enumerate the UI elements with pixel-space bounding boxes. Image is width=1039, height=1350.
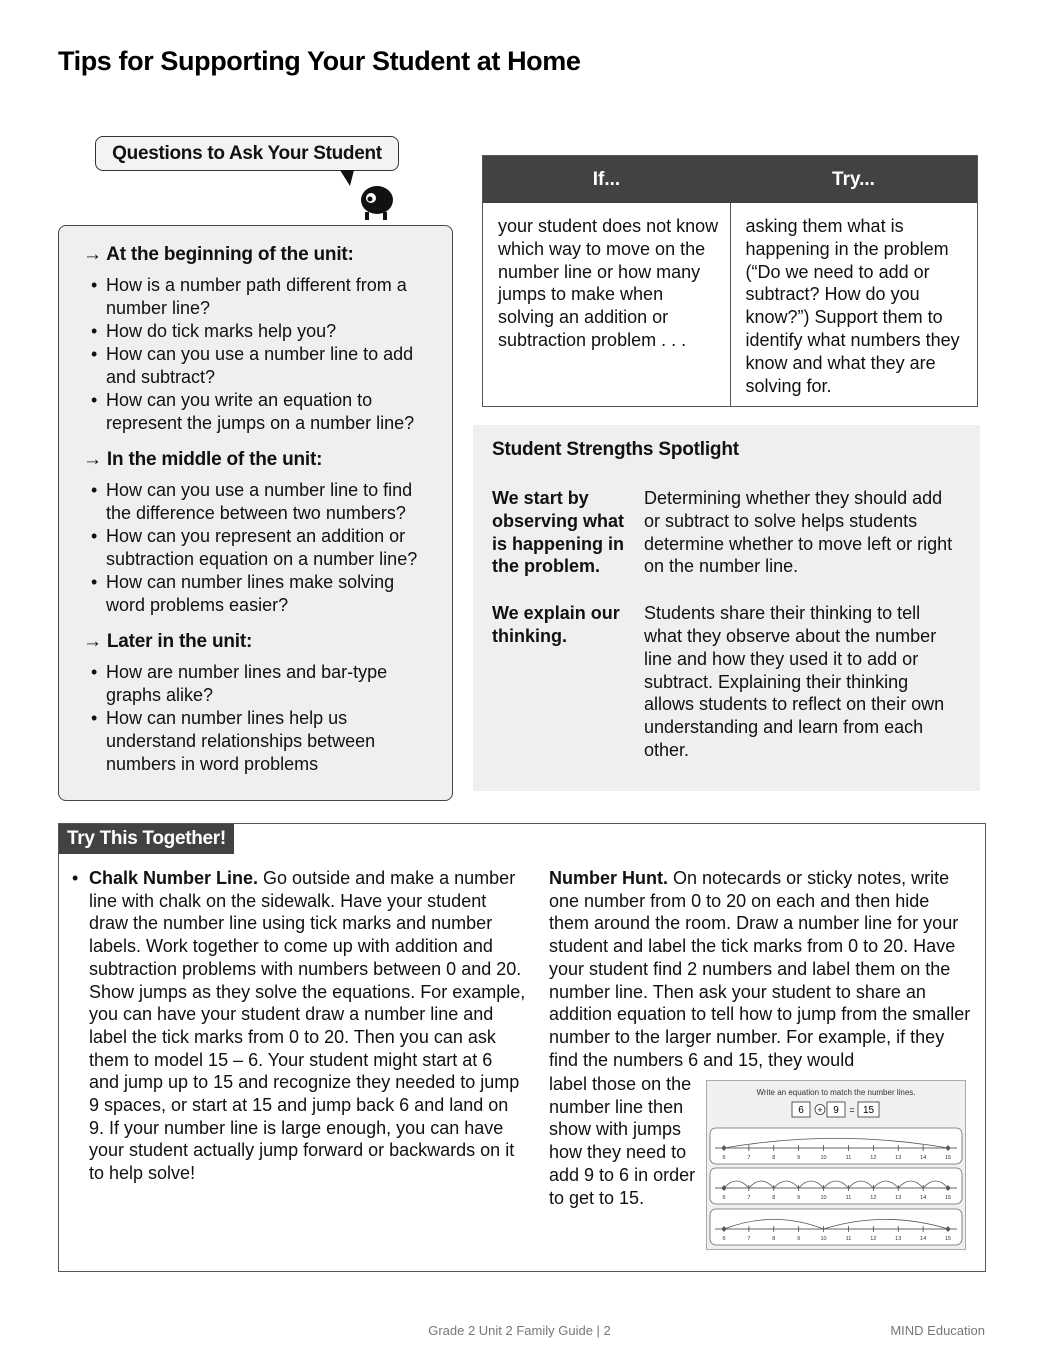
strengths-spotlight xyxy=(473,425,980,791)
tick-label: 7 xyxy=(747,1195,751,1201)
list-item: • How are number lines and bar-type graphs alike? xyxy=(83,661,438,707)
list-item: • How do tick marks help you? xyxy=(83,320,438,343)
list-item: • How can you write an equation to represent the jumps on a number line? xyxy=(83,389,438,435)
hunt-title: Number Hunt. xyxy=(549,868,668,888)
tick-label: 7 xyxy=(747,1236,751,1242)
point-marker xyxy=(946,1186,950,1190)
hunt-activity xyxy=(549,867,974,1071)
spotlight-row xyxy=(492,602,962,762)
chalk-text: Go outside and make a number line with chalk on the sidewalk. Have your student draw the number line using tick marks and number labels. Work together to come up with addition and subtraction problems with numbers between 0 and 20. Show jumps as they solve the equations. For example, you can have your student draw a number line and label the tick marks from 0 to 20. Then you can ask them to model 15 – 6. Your student might start at 6 and jump up to 15 and recognize they needed to jump 9 spaces, or start at 15 and jump back 6 and land on 9. If your number line is large enough, you can have your student actually jump forward or backwards on it to help solve! xyxy=(89,868,526,1184)
eq-op: + xyxy=(817,1105,823,1115)
try-together-label: Try This Together! xyxy=(59,824,234,854)
point-marker xyxy=(946,1146,950,1150)
tick-label: 14 xyxy=(920,1236,927,1242)
tick-label: 13 xyxy=(895,1195,902,1201)
chalk-activity xyxy=(72,867,527,1185)
tick-label: 8 xyxy=(772,1236,776,1242)
tick-label: 10 xyxy=(820,1236,827,1242)
table-row xyxy=(483,203,977,406)
tick-label: 9 xyxy=(797,1236,801,1242)
spotlight-value: Determining whether they should add or subtract to solve helps students determine whether to move left or right on the number line. xyxy=(644,488,953,577)
section-heading: → In the middle of the unit: xyxy=(83,449,323,470)
tick-label: 8 xyxy=(772,1195,776,1201)
tick-label: 15 xyxy=(944,1195,952,1201)
mascot-icon xyxy=(355,182,397,222)
if-try-table xyxy=(482,155,978,407)
footer-center: Grade 2 Unit 2 Family Guide | 2 xyxy=(428,1323,611,1338)
point-marker xyxy=(722,1146,726,1150)
tick-label: 6 xyxy=(722,1236,726,1242)
tick-label: 10 xyxy=(820,1195,827,1201)
try-cell: asking them what is happening in the problem (“Do we need to add or subtract? How do you know?”) Support them to identify what numbers they know and what they are solving for. xyxy=(730,203,978,406)
bullet: • xyxy=(72,868,79,888)
section-heading: → At the beginning of the unit: xyxy=(83,244,354,265)
footer-brand: MIND Education xyxy=(890,1323,985,1338)
questions-panel xyxy=(58,225,453,801)
tick-label: 11 xyxy=(845,1155,852,1161)
questions-label: Questions to Ask Your Student xyxy=(95,136,399,171)
chalk-title: Chalk Number Line. xyxy=(89,868,259,888)
tick-label: 14 xyxy=(920,1195,927,1201)
tick-label: 6 xyxy=(722,1195,726,1201)
tick-label: 9 xyxy=(797,1155,801,1161)
figure-instruction: Write an equation to match the number lines. xyxy=(756,1088,916,1097)
point-marker xyxy=(722,1227,726,1231)
if-header: If... xyxy=(592,168,621,190)
list-item: • How can you represent an addition or subtraction equation on a number line? xyxy=(83,525,438,571)
hunt-text: On notecards or sticky notes, write one number from 0 to 20 on each and then hide them around the room. Draw a number line for your student and label the tick marks from 0 to 20. Have your student find 2 numbers and label them on the number line. Then ask your student to share an addition equation to tell how to jump from the smaller number to the larger number. For example, if they find the numbers 6 and 15, they would xyxy=(549,868,971,1070)
tick-label: 13 xyxy=(895,1155,902,1161)
tick-label: 6 xyxy=(722,1155,726,1161)
tick-label: 7 xyxy=(747,1155,751,1161)
spotlight-key: We start by observing what is happening in the problem. xyxy=(492,488,625,577)
table-header xyxy=(483,156,977,203)
question-list xyxy=(83,661,438,776)
point-marker xyxy=(722,1186,726,1190)
tick-label: 10 xyxy=(820,1155,827,1161)
try-header: Try... xyxy=(832,168,875,190)
tick-label: 15 xyxy=(944,1155,952,1161)
hunt-activity-cont: label those on the number line then show with jumps how they need to add 9 to 6 in order to get to 15. xyxy=(549,1074,696,1208)
list-item: • How can you use a number line to add and subtract? xyxy=(83,343,438,389)
spotlight-title: Student Strengths Spotlight xyxy=(492,439,739,460)
list-item: • How can number lines help us understand relationships between numbers in word problems xyxy=(83,707,438,776)
eq-equals: = xyxy=(849,1105,855,1115)
tick-label: 11 xyxy=(845,1195,852,1201)
number-line-figure xyxy=(706,1080,966,1250)
list-item: • How is a number path different from a number line? xyxy=(83,274,438,320)
spotlight-row xyxy=(492,487,962,578)
question-list xyxy=(83,479,438,617)
tick-label: 12 xyxy=(870,1236,877,1242)
number-line-svg xyxy=(707,1081,965,1249)
eq-b: 9 xyxy=(833,1105,839,1116)
tick-label: 8 xyxy=(772,1155,776,1161)
tick-label: 14 xyxy=(920,1155,927,1161)
spotlight-key: We explain our thinking. xyxy=(492,603,620,646)
tick-label: 11 xyxy=(845,1236,852,1242)
point-marker xyxy=(946,1227,950,1231)
tick-label: 13 xyxy=(895,1236,902,1242)
question-list xyxy=(83,274,438,435)
list-item: • How can you use a number line to find the difference between two numbers? xyxy=(83,479,438,525)
tick-label: 12 xyxy=(870,1195,877,1201)
page-title: Tips for Supporting Your Student at Home xyxy=(58,46,581,76)
eq-c: 15 xyxy=(862,1105,875,1116)
tick-label: 15 xyxy=(944,1236,952,1242)
if-cell: your student does not know which way to move on the number line or how many jumps to make when solving an addition or subtraction problem . . . xyxy=(498,216,719,350)
list-item: • How can number lines make solving word problems easier? xyxy=(83,571,438,617)
tick-label: 12 xyxy=(870,1155,877,1161)
tick-label: 9 xyxy=(797,1195,801,1201)
section-heading: → Later in the unit: xyxy=(83,631,253,652)
spotlight-value: Students share their thinking to tell what they observe about the number line and how they used it to add or subtract. Explaining their thinking allows students to reflect on their own understanding and learn from each other. xyxy=(644,603,945,760)
eq-a: 6 xyxy=(798,1105,804,1116)
